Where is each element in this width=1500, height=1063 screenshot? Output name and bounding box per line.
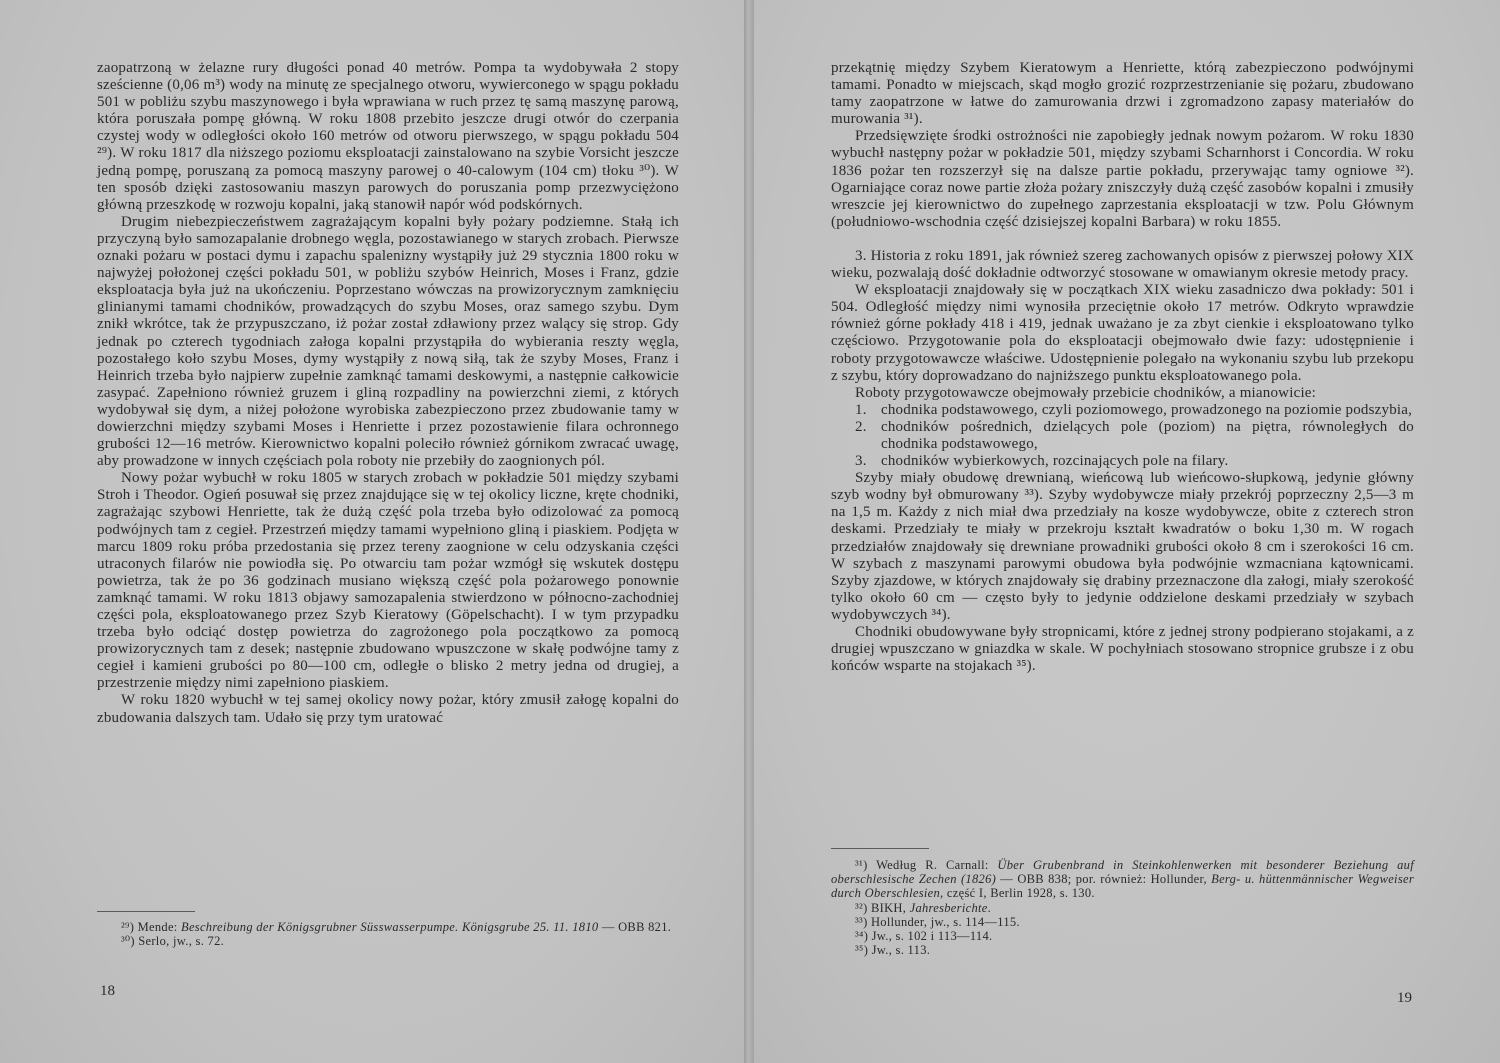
footnote-text: . bbox=[987, 900, 992, 915]
paragraph: Roboty przygotowawcze obejmowały przebicie chodników, a mianowicie: bbox=[855, 384, 1317, 401]
footnote-text: ³⁴) Jw., s. 102 i 113—114. bbox=[855, 929, 993, 944]
footnote-text: ³⁵) Jw., s. 113. bbox=[855, 943, 931, 958]
list-number: 3. bbox=[855, 453, 867, 470]
footnote-text: — OBB 838; por. również: Hollunder, bbox=[996, 872, 1212, 887]
paragraph: W eksploatacji znajdowały się w początkach XIX wieku zasadniczo dwa pokłady: 501 i 504. Odległość między nimi wynosiła przeciętnie około 17 metrów. Odkryto wprawdzie również górne pokłady 418 i 419, jednak uważano je za zbyt cienkie i eksploatowano tylko częściowo. Przygotowanie pola do eksploatacji obejmowało dwie fazy: udostępnienie i roboty przygotowawcze właściwe. Udostępnienie polegało na wykonaniu szybu lub przekopu z szybu, który doprowadzano do najniższego punktu eksploatowanego pola. bbox=[831, 282, 1414, 384]
list-item bbox=[831, 453, 1414, 470]
footnote-title: Beschreibung der Königsgrubner Süsswasserpumpe. Königsgrube 25. 11. 1810 bbox=[181, 920, 599, 934]
footnote-separator bbox=[831, 848, 929, 849]
paragraph: Chodniki obudowywane były stropnicami, które z jednej strony podpierano stojakami, a z drugiej wpuszczano w gniazdka w skale. W pochyłniach stosowano stropnice grubsze i z obu końców wsparte na stojakach ³⁵). bbox=[831, 624, 1414, 675]
list-text: chodnika podstawowego, czyli poziomowego, prowadzonego na poziomie podszybia, bbox=[881, 401, 1413, 418]
footnote-title: Jahresberichte bbox=[909, 900, 988, 915]
list-number: 2. bbox=[855, 418, 867, 435]
footnote-33 bbox=[831, 915, 1414, 929]
right-footnotes bbox=[831, 858, 1414, 957]
numbered-list bbox=[831, 402, 1414, 470]
section-paragraph: 3. Historia z roku 1891, jak również szereg zachowanych opisów z pierwszej połowy XIX wieku, pozwalają dość dokładnie odtworzyć stosowane w omawianym okresie metody pracy. bbox=[831, 247, 1414, 282]
paragraph: W roku 1820 wybuchł w tej samej okolicy nowy pożar, który zmusił załogę kopalni do zbudowania dalszych tam. Udało się przy tym uratować bbox=[97, 692, 679, 726]
paragraph: Nowy pożar wybuchł w roku 1805 w starych zrobach w pokładzie 501 między szybami Stroh i Theodor. Ogień posuwał się przez znajdujące się w tej okolicy liczne, kręte chodniki, zagrażając szybowi Henriette, tak że dużą część pola trzeba było odizolować za pomocą podwójnych tam z cegieł. Przestrzeń między tamami wypełniono gliną i piaskiem. Podjęta w marcu 1809 roku próba przedostania się przez tereny zaognione w celu odzyskania części utraconych filarów nie powiodła się. Po otwarciu tam pożar wzmógł się wskutek dostępu powietrza, tak że po 36 godzinach musiano większą część pola pożarowego ponownie zamknąć tamami. W roku 1813 objawy samozapalenia stwierdzono w północno-zachodniej części pola, eksploatowanego przez Szyb Kieratowy (Göpelschacht). I w tym przypadku trzeba było odciąć dostęp powietrza do zagrożonego pola początkowo za pomocą prowizorycznych tam z desek; następnie zbudowano wpuszczone w skałę podwójne tamy z cegieł i kamieni grubości po 80—100 cm, odległe o blisko 2 metry jedna od drugiej, a przestrzenie między nimi zapełniono piaskiem. bbox=[97, 470, 679, 692]
page-number: 18 bbox=[100, 983, 115, 999]
footnote-34 bbox=[831, 929, 1414, 943]
list-item bbox=[831, 419, 1414, 453]
right-page-body bbox=[831, 60, 1414, 675]
page-number: 19 bbox=[1397, 990, 1412, 1006]
footnote-text: ³⁰) Serlo, jw., s. 72. bbox=[121, 934, 225, 949]
paragraph: zaopatrzoną w żelazne rury długości ponad 40 metrów. Pompa ta wydobywała 2 stopy sześcienne (0,06 m³) wody na minutę ze specjalnego otworu, wywierconego w spągu pokładu 501 w pobliżu szybu maszynowego i była wprawiana w ruch przez tę samą maszynę parową, która poruszała pompę główną. W roku 1808 przebito jeszcze drugi otwór do czerpania czystej wody w odległości około 160 metrów od otworu pierwszego, w spągu pokładu 504 ²⁹). W roku 1817 dla niższego poziomu eksploatacji zainstalowano na szybie Vorsicht jeszcze jedną pompę, poruszaną za pomocą maszyny parowej o 40-calowym (104 cm) tłoku ³⁰). W ten sposób dzięki zastosowaniu maszyn parowych do poruszania pomp przezwyciężono główną przeszkodę w rozwoju kopalni, jaką stanowił napór wód podskórnych. bbox=[97, 60, 679, 213]
footnote-text: ²⁹) Mende: bbox=[121, 920, 182, 934]
list-text: chodników wybierkowych, rozcinających pole na filary. bbox=[881, 453, 1229, 470]
footnote-text: , część I, Berlin 1928, s. 130. bbox=[940, 886, 1095, 901]
footnote-text: ³³) Hollunder, jw., s. 114—115. bbox=[855, 914, 1020, 929]
paragraph: Szyby miały obudowę drewnianą, wieńcową lub wieńcowo-słupkową, jedynie główny szyb wodny był obmurowany ³³). Szyby wydobywcze miały przekrój poprzeczny 2,5—3 m na 1,5 m. Każdy z nich miał dwa przedziały na kosze wydobywcze, obite z czterech stron deskami. Przedziały te miały w przekroju kształt kwadratów o boku 1,30 m. W rogach przedziałów znajdowały się drewniane prowadniki grubości około 8 cm i szerokości 16 cm. W szybach z maszynami parowymi obudowa była podwójnie wzmacniana kątownicami. Szyby zjazdowe, w których znajdowały się drabiny przeznaczone dla załogi, miały szerokość tylko około 60 cm — często były to jedynie oddzielone deskami przedziały w szybach wydobywczych ³⁴). bbox=[831, 470, 1414, 623]
list-text: chodników pośrednich, dzielących pole (poziom) na piętra, równoległych do chodnika podstawowego, bbox=[881, 418, 1414, 452]
list-item bbox=[831, 402, 1414, 419]
list-number: 1. bbox=[855, 401, 867, 418]
footnote-32 bbox=[831, 901, 1414, 915]
paragraph: Przedsięwzięte środki ostrożności nie zapobiegły jednak nowym pożarom. W roku 1830 wybuchł następny pożar w pokładzie 501, między szybami Scharnhorst i Concordia. W roku 1836 pożar ten rozszerzył się na dalsze partie pokładu, przerywając tamy ogniowe ³²). Ogarniające coraz nowe partie złoża pożary zniszczyły dużą część zasobów kopalni i zmusiły wreszcie jej kierownictwo do zupełnego zaprzestania eksploatacji w tzw. Polu Głównym (południowo-wschodnia część dzisiejszej kopalni Barbara) w roku 1855. bbox=[831, 128, 1414, 230]
footnote-text: — OBB 821. bbox=[598, 920, 672, 934]
paragraph: przekątnię między Szybem Kieratowym a Henriette, którą zabezpieczono podwójnymi tamami. Ponadto w miejscach, skąd mogło grozić rozprzestrzenianie się pożaru, zbudowano tamy zaopatrzone w łatwe do zamurowania drzwi i zgromadzono zapasy materiałów do murowania ³¹). bbox=[831, 60, 1414, 128]
footnote-text: ³¹) Według R. Carnall: bbox=[855, 858, 998, 872]
footnote-title: Über Grubenbrand in Steinkohlenwerken mit besonderer Beziehung auf oberschlesische Zechen (1826) bbox=[831, 858, 1414, 887]
footnote-31 bbox=[831, 858, 1414, 901]
footnote-text: ³²) BIKH, bbox=[855, 900, 910, 915]
footnote-title: Berg- u. hüttenmännischer Wegweiser durch Oberschlesien bbox=[831, 872, 1415, 901]
footnote-35 bbox=[831, 943, 1414, 957]
paragraph: Drugim niebezpieczeństwem zagrażającym kopalni były pożary podziemne. Stałą ich przyczyną było samozapalanie drobnego węgla, pozostawianego w starych zrobach. Pierwsze oznaki pożaru w postaci dymu i zapachu spalenizny wystąpiły już 29 stycznia 1800 roku w najwyżej położonej części pokładu 501, w pobliżu szybów Heinrich, Moses i Franz, gdzie eksploatacja była już na ukończeniu. Poprzestano wówczas na prowizorycznym zamknięciu glinianymi tamami chodników, prowadzących do szybu Moses, oraz samego szybu. Dym znikł wkrótce, tak że przypuszczano, iż pożar został zdławiony przez walący się strop. Gdy jednak po czterech tygodniach załoga kopalni przystąpiła do wybierania reszty węgla, pozostałego koło szybu Moses, dymy wystąpiły z nową siłą, tak że szyby Moses, Franz i Heinrich trzeba było najpierw zupełnie zamknąć tamami deskowymi, a następnie całkowicie zasypać. Zapełniono również gruzem i gliną rozpadliny na powierzchni ziemi, z których wydobywał się dym, a niżej położone wyrobiska zabezpieczono przez zbudowanie tamy w dowierzchni między szybami Moses i Henriette i przez pozostawienie filara ochronnego grubości 12—16 metrów. Kierownictwo kopalni poleciło również górnikom zwracać uwagę, aby prowadzone w innych częściach pola roboty nie przebiły do zaognionych pól. bbox=[97, 213, 679, 470]
